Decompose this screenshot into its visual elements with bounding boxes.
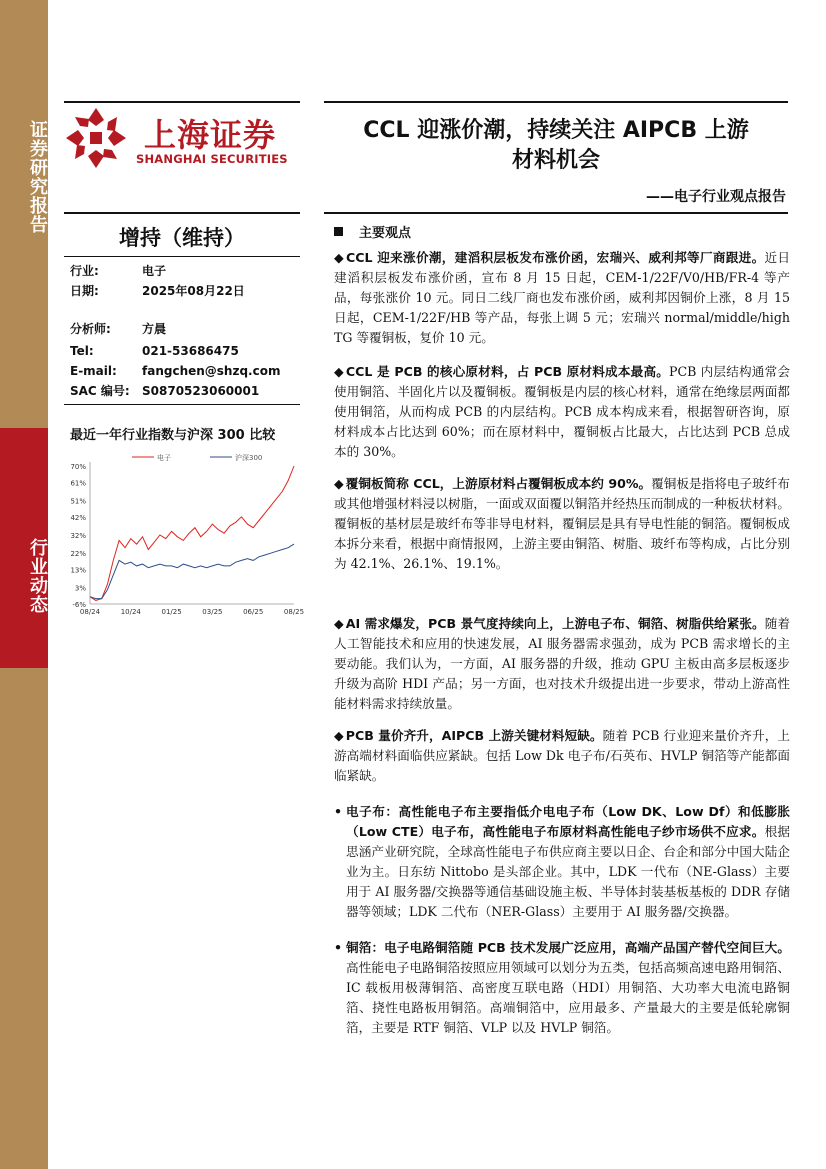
chart-x-tick-label: 06/25 [243, 608, 264, 616]
chart-legend-label: 电子 [157, 454, 171, 462]
rating-rule [64, 256, 300, 257]
chart-y-tick-label: 3% [74, 584, 86, 593]
info-row-date: 日期: 2025年08月22日 [70, 284, 245, 298]
chart-legend-label: 沪深300 [235, 454, 263, 462]
chart-x-tick-label: 08/25 [283, 608, 305, 616]
chart-x-tick-label: 03/25 [202, 608, 223, 616]
report-section-tag: 行业动态 [27, 538, 48, 614]
chart-y-tick-label: 51% [70, 497, 86, 506]
point-ccl-core-material: ◆ CCL 是 PCB 的核心原材料，占 PCB 原材料成本最高。PCB 内层结构通常会使用铜箔、半固化片以及覆铜板。覆铜板是内层的核心材料，通常在绝缘层两面都使用铜箔，从而构成 PCB 的内层结构。PCB 成本构成来看，根据智研咨询，原材料成本占比达到 60%；而在原材料中，覆铜板占比最大，占比达到 PCB 总成本的 30%。 [334, 364, 790, 459]
chart-y-tick-label: 13% [70, 566, 86, 575]
square-bullet-icon [334, 227, 343, 236]
info-row-email: E-mail: fangchen@shzq.com [70, 364, 281, 378]
bullet-copper-foil: • 铜箔：电子电路铜箔随 PCB 技术发展广泛应用，高端产品国产替代空间巨大。高性能电子电路铜箔按照应用领域可以划分为五类，包括高频高速电路用铜箔、IC 载板用极薄铜箔、高密度互联电路（HDI）用铜箔、大功率大电流电路铜箔、挠性电路板用铜箔。高端铜箔中，应用最多、产量最大的主要是低轮廓铜箔，主要是 RTF 铜箔、VLP 以及 HVLP 铜箔。 [334, 940, 790, 1035]
chart-y-tick-label: 61% [70, 479, 86, 488]
bullet-electronic-cloth: • 电子布：高性能电子布主要指低介电电子布（Low DK、Low Df）和低膨胀（Low CTE）电子布，高性能电子布原材料高性能电子纱市场供不应求。根据思涵产业研究院，全球高性能电子布供应商主要以日企、台企和部分中国大陆企业为主。日东纺 Nittobo 是头部企业。其中，LDK 一代布（NE-Glass）主要用于 AI 服务器/交换器等通信基础设施主板、半导体封装基板基板的 DDR 存储器等领域；LDK 二代布（NER-Glass）主要用于 AI 服务器/交换器。 [334, 804, 790, 919]
report-title-line-2: 材料机会 [511, 148, 600, 173]
report-category-tag: 证券研究报告 [27, 120, 48, 234]
info-row-tel: Tel: 021-53686475 [70, 344, 239, 358]
chart-y-tick-label: 42% [70, 513, 86, 522]
info-row-industry: 行业: 电子 [70, 264, 167, 278]
point-aipcb-shortage: ◆ PCB 量价齐升，AIPCB 上游关键材料短缺。随着 PCB 行业迎来量价齐升，上游高端材料面临供应紧缺。包括 Low Dk 电子布/石英布、HVLP 铜箔等产能都面临紧缺。 [334, 728, 791, 783]
chart-y-tick-label: -6% [72, 601, 86, 609]
logo-name-cn: 上海证券 [144, 116, 277, 154]
info-rule [64, 404, 300, 405]
report-title-line-1: CCL 迎涨价潮，持续关注 AIPCB 上游 [363, 118, 749, 143]
header-rule-right [324, 101, 788, 103]
chart-x-tick-label: 08/24 [79, 608, 101, 616]
point-ccl-cost-structure: ◆ 覆铜板简称 CCL，上游原材料占覆铜板成本约 90%。覆铜板是指将电子玻纤布或其他增强材料浸以树脂，一面或双面覆以铜箔并经热压而制成的一种板状材料。覆铜板的基材层是玻纤布等非导电材料，覆铜层是具有导电性能的铜箔。覆铜板成本拆分来看，根据中商情报网，上游主要由铜箔、树脂、玻纤布等构成，占比分别为 42.1%、26.1%、19.1%。 [334, 476, 790, 571]
point-ccl-price-rise: ◆ CCL 迎来涨价潮，建滔积层板发布涨价函，宏瑞兴、威利邦等厂商跟进。近日建滔积层板发布涨价函，宣布 8 月 15 日起，CEM-1/22F/V0/HB/FR-4 等产品，每张涨价 10 元。同日二线厂商也发布涨价函，威利邦因铜价上涨，8 月 15 日起，CEM-1/22F/HB 等产品，每张上调 5 元；宏瑞兴 normal/middle/high TG 等覆铜板，复价 10 元。 [334, 250, 791, 345]
rating-label: 增持（维持） [119, 226, 245, 250]
info-row-analyst: 分析师: 方晨 [70, 322, 167, 336]
info-row-sac: SAC 编号: S0870523060001 [70, 384, 260, 398]
report-title [326, 116, 786, 176]
chart-y-tick-label: 22% [70, 550, 86, 559]
header-rule-left [64, 101, 300, 103]
title-rule-left [64, 212, 300, 214]
chart-series-line-1 [90, 544, 294, 599]
title-rule-right [324, 212, 788, 214]
logo-emblem-icon [64, 106, 128, 170]
chart-title: 最近一年行业指数与沪深 300 比较 [70, 428, 276, 443]
point-ai-demand: ◆ AI 需求爆发，PCB 景气度持续向上，上游电子布、铜箔、树脂供给紧张。随着人工智能技术和应用的快速发展，AI 服务器需求强劲，成为 PCB 需求增长的主要动能。我们认为，一方面，AI 服务器的升级，推动 GPU 主板由高多层板逐步升级为高阶 HDI 产品；另一方面，也对技术升级提出进一步要求，带动上游高性能材料需求持续放量。 [334, 616, 791, 711]
main-points-heading: 主要观点 [334, 222, 411, 241]
chart-x-tick-label: 01/25 [161, 608, 182, 616]
company-logo [64, 106, 300, 170]
chart-x-tick-label: 10/24 [120, 608, 141, 616]
chart-y-tick-label: 70% [70, 463, 86, 471]
chart-series-line-0 [90, 466, 294, 600]
index-comparison-chart [62, 448, 305, 618]
logo-name-en: SHANGHAI SECURITIES [136, 152, 288, 166]
chart-y-tick-label: 32% [70, 532, 86, 540]
report-subtitle: ——电子行业观点报告 [646, 189, 786, 205]
